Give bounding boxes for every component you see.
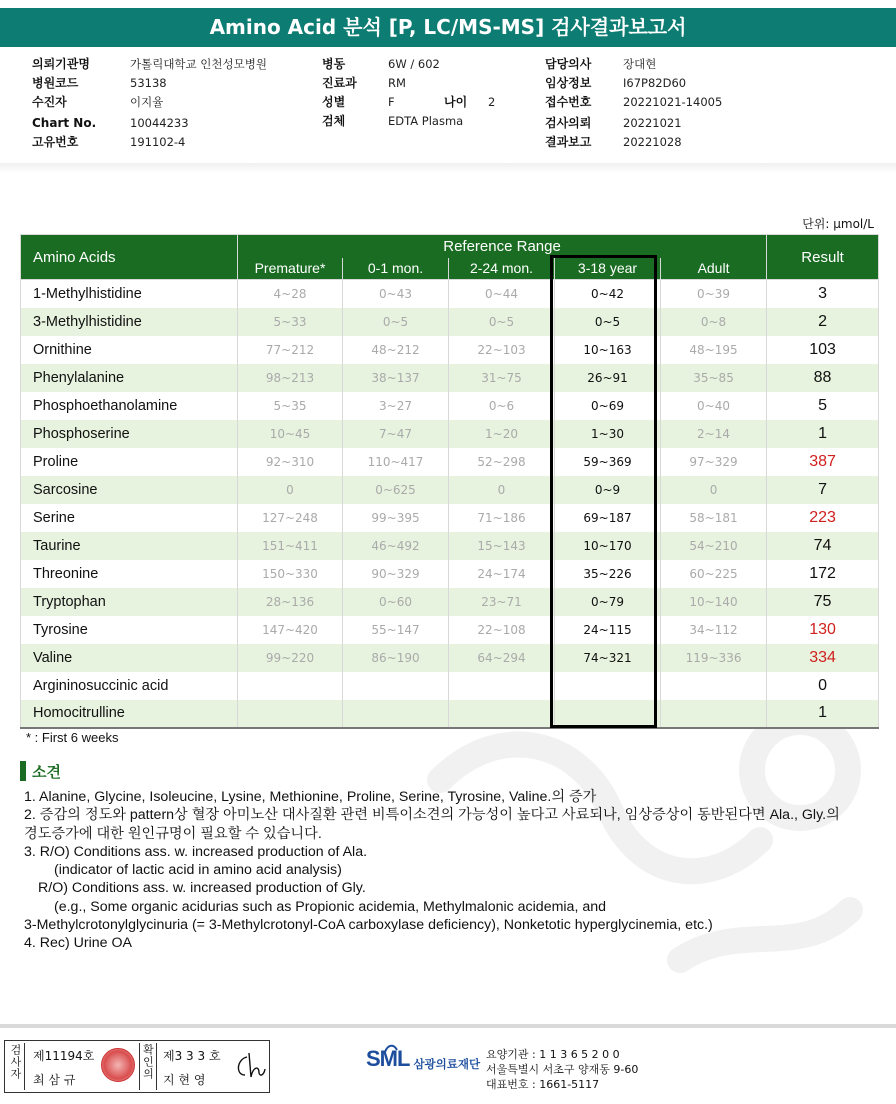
table-row <box>21 644 879 672</box>
reference-range-cell: 7~47 <box>343 420 449 448</box>
reference-range-cell: 99~220 <box>238 644 343 672</box>
reference-range-cell: 0~44 <box>449 280 555 308</box>
comment-title: 소견 <box>32 762 61 781</box>
table-row <box>21 336 879 364</box>
reference-range-cell: 90~329 <box>343 560 449 588</box>
reference-range-cell: 0~8 <box>661 308 767 336</box>
signature-scribble <box>233 1051 267 1081</box>
reference-range-cell: 22~103 <box>449 336 555 364</box>
col-header-premature: Premature* <box>238 258 343 280</box>
reference-range-cell: 3~27 <box>343 392 449 420</box>
col-header-reference-range: Reference Range <box>238 235 767 258</box>
result-cell: 7 <box>767 476 879 504</box>
comment-line: 3-Methylcrotonylglycinuria (= 3-Methylcrotonyl-CoA carboxylase deficiency), Nonketotic hyperglycinemia, etc.) <box>24 917 713 934</box>
reference-range-cell: 0~5 <box>343 308 449 336</box>
reference-range-cell: 15~143 <box>449 532 555 560</box>
amino-acid-name: Phosphoethanolamine <box>21 392 238 420</box>
reference-range-cell: 0 <box>449 476 555 504</box>
reference-range-cell: 26~91 <box>555 364 661 392</box>
amino-acid-name: 3-Methylhistidine <box>21 308 238 336</box>
reference-range-cell: 150~330 <box>238 560 343 588</box>
reference-range-cell <box>555 700 661 728</box>
reference-range-cell: 4~28 <box>238 280 343 308</box>
amino-acid-name: Homocitrulline <box>21 700 238 728</box>
examiner-label: 검사자 <box>7 1043 25 1090</box>
result-cell: 130 <box>767 616 879 644</box>
header-divider <box>0 163 896 173</box>
info-row: 검체 EDTA Plasma <box>322 114 464 128</box>
amino-acid-name: Taurine <box>21 532 238 560</box>
info-row: 결과보고 20221028 <box>545 135 682 149</box>
org-line: 요양기관 : 1 1 3 6 5 2 0 0 <box>486 1048 620 1061</box>
table-row <box>21 308 879 336</box>
table-row <box>21 616 879 644</box>
amino-acid-name: Ornithine <box>21 336 238 364</box>
info-row: 의뢰기관명 가톨릭대학교 인천성모병원 <box>32 57 267 71</box>
result-cell: 387 <box>767 448 879 476</box>
patient-info <box>0 54 896 164</box>
comments-block <box>24 788 884 953</box>
reference-range-cell: 110~417 <box>343 448 449 476</box>
table-row <box>21 476 879 504</box>
reference-range-cell: 10~163 <box>555 336 661 364</box>
comment-line: 2. 증감의 정도와 pattern상 혈장 아미노산 대사질환 관련 비특이소견의 가능성이 높다고 사료되나, 임상증상이 동반된다면 Ala., Gly.의 <box>24 807 840 824</box>
reference-range-cell: 0~69 <box>555 392 661 420</box>
age-value: 2 <box>488 95 496 109</box>
reference-range-cell: 10~45 <box>238 420 343 448</box>
reference-range-cell: 127~248 <box>238 504 343 532</box>
comment-line: 3. R/O) Conditions ass. w. increased production of Ala. <box>24 843 368 860</box>
result-cell: 334 <box>767 644 879 672</box>
footer-divider <box>0 1024 896 1028</box>
organization-info <box>486 1047 638 1092</box>
reference-range-cell: 38~137 <box>343 364 449 392</box>
reference-range-cell <box>343 700 449 728</box>
reference-range-cell: 35~85 <box>661 364 767 392</box>
amino-acid-name: Serine <box>21 504 238 532</box>
footnote: * : First 6 weeks <box>26 730 119 745</box>
reference-range-cell: 86~190 <box>343 644 449 672</box>
reference-range-cell: 1~30 <box>555 420 661 448</box>
examiner-name: 최 삼 규 <box>33 1073 76 1087</box>
org-line: 대표번호 : 1661-5117 <box>486 1078 600 1091</box>
reference-range-cell: 0~625 <box>343 476 449 504</box>
reference-range-cell: 58~181 <box>661 504 767 532</box>
result-cell: 0 <box>767 672 879 700</box>
col-header-3-18-year: 3-18 year <box>555 258 661 280</box>
table-row <box>21 588 879 616</box>
reference-range-cell: 24~115 <box>555 616 661 644</box>
reference-range-cell: 0~42 <box>555 280 661 308</box>
amino-acid-name: Phenylalanine <box>21 364 238 392</box>
reference-range-cell <box>449 672 555 700</box>
confirmer-label: 확인의 <box>139 1043 157 1090</box>
reference-range-cell: 23~71 <box>449 588 555 616</box>
reference-range-cell: 99~395 <box>343 504 449 532</box>
info-row: 진료과 RM <box>322 76 406 90</box>
reference-range-cell: 24~174 <box>449 560 555 588</box>
reference-range-cell: 1~20 <box>449 420 555 448</box>
table-row <box>21 504 879 532</box>
info-row: Chart No. 10044233 <box>32 116 189 130</box>
reference-range-cell <box>238 700 343 728</box>
reference-range-cell: 0~79 <box>555 588 661 616</box>
reference-range-cell <box>661 700 767 728</box>
table-row <box>21 560 879 588</box>
info-column-3 <box>545 54 722 151</box>
result-cell: 88 <box>767 364 879 392</box>
amino-acid-name: Valine <box>21 644 238 672</box>
reference-range-cell: 5~33 <box>238 308 343 336</box>
table-row <box>21 392 879 420</box>
amino-acid-name: 1-Methylhistidine <box>21 280 238 308</box>
reference-range-cell <box>343 672 449 700</box>
report-title: Amino Acid 분석 [P, LC/MS-MS] 검사결과보고서 <box>0 8 896 47</box>
reference-range-cell: 10~140 <box>661 588 767 616</box>
reference-range-cell: 35~226 <box>555 560 661 588</box>
reference-range-cell: 5~35 <box>238 392 343 420</box>
amino-acid-name: Tyrosine <box>21 616 238 644</box>
logo-subtitle: 삼광의료재단 <box>413 1057 481 1071</box>
reference-range-cell: 46~492 <box>343 532 449 560</box>
info-column-1 <box>32 54 267 151</box>
result-cell: 3 <box>767 280 879 308</box>
result-cell: 172 <box>767 560 879 588</box>
table-row <box>21 280 879 308</box>
amino-acid-name: Proline <box>21 448 238 476</box>
reference-range-cell <box>555 672 661 700</box>
reference-range-cell: 92~310 <box>238 448 343 476</box>
info-row: 접수번호 20221021-14005 <box>545 95 723 109</box>
reference-range-cell: 119~336 <box>661 644 767 672</box>
info-row: 검사의뢰 20221021 <box>545 116 682 130</box>
col-header-result: Result <box>767 235 879 280</box>
info-column-2 <box>322 54 495 130</box>
comment-line: R/O) Conditions ass. w. increased production of Gly. <box>38 880 366 897</box>
logo-text: SML <box>366 1046 410 1071</box>
reference-range-cell: 48~195 <box>661 336 767 364</box>
col-header-adult: Adult <box>661 258 767 280</box>
unit-label: 단위: μmol/L <box>802 217 874 231</box>
col-header-0-1-mon: 0-1 mon. <box>343 258 449 280</box>
org-line: 서울특별시 서초구 양재동 9-60 <box>486 1063 639 1076</box>
reference-range-cell: 151~411 <box>238 532 343 560</box>
col-header-amino-acids: Amino Acids <box>21 235 238 280</box>
result-cell: 75 <box>767 588 879 616</box>
reference-range-cell: 59~369 <box>555 448 661 476</box>
table-row <box>21 532 879 560</box>
logo-mark-icon <box>384 1042 398 1056</box>
table-row <box>21 364 879 392</box>
reference-range-cell <box>238 672 343 700</box>
amino-acid-name: Tryptophan <box>21 588 238 616</box>
col-header-2-24-mon: 2-24 mon. <box>449 258 555 280</box>
reference-range-cell: 10~170 <box>555 532 661 560</box>
confirmer-name: 지 현 영 <box>163 1073 206 1087</box>
reference-range-cell: 0~60 <box>343 588 449 616</box>
info-row: 고유번호 191102-4 <box>32 135 186 149</box>
info-row: 임상정보 I67P82D60 <box>545 76 687 90</box>
confirmer-number: 제3 3 3 호 <box>163 1049 221 1063</box>
reference-range-cell <box>661 672 767 700</box>
table-row <box>21 700 879 728</box>
comment-line: (e.g., Some organic acidurias such as Propionic acidemia, Methylmalonic acidemia, and <box>54 898 607 915</box>
reference-range-cell: 0~5 <box>449 308 555 336</box>
examiner-seal <box>101 1048 135 1082</box>
reference-range-cell: 71~186 <box>449 504 555 532</box>
result-cell: 1 <box>767 700 879 728</box>
comment-line: 경도증가에 대한 원인규명이 필요할 수 있습니다. <box>24 825 322 842</box>
result-cell: 103 <box>767 336 879 364</box>
sml-logo <box>366 1046 480 1072</box>
info-row: 성별 F 나이 2 <box>322 92 495 112</box>
reference-range-cell: 0~43 <box>343 280 449 308</box>
result-cell: 1 <box>767 420 879 448</box>
reference-range-cell: 55~147 <box>343 616 449 644</box>
table-body <box>21 280 879 728</box>
reference-range-cell: 0~5 <box>555 308 661 336</box>
reference-range-cell: 147~420 <box>238 616 343 644</box>
result-cell: 74 <box>767 532 879 560</box>
reference-range-cell: 74~321 <box>555 644 661 672</box>
info-row: 수진자 이지율 <box>32 95 164 109</box>
info-row: 병동 6W / 602 <box>322 57 440 71</box>
reference-range-cell: 48~212 <box>343 336 449 364</box>
comment-marker <box>20 761 26 781</box>
comment-line: 4. Rec) Urine OA <box>24 935 133 952</box>
amino-acid-name: Threonine <box>21 560 238 588</box>
amino-acid-name: Sarcosine <box>21 476 238 504</box>
age-label: 나이 <box>444 95 468 109</box>
reference-range-cell: 0~40 <box>661 392 767 420</box>
reference-range-cell: 60~225 <box>661 560 767 588</box>
reference-range-cell: 69~187 <box>555 504 661 532</box>
reference-range-cell <box>449 700 555 728</box>
comment-line: 1. Alanine, Glycine, Isoleucine, Lysine, Methionine, Proline, Serine, Tyrosine, Valine.의 증가 <box>24 789 597 805</box>
table-row <box>21 672 879 700</box>
result-cell: 2 <box>767 308 879 336</box>
reference-range-cell: 52~298 <box>449 448 555 476</box>
reference-range-cell: 34~112 <box>661 616 767 644</box>
comment-header <box>20 760 61 782</box>
reference-range-cell: 0~39 <box>661 280 767 308</box>
signature-box <box>4 1040 270 1093</box>
reference-range-cell: 0 <box>661 476 767 504</box>
table-row <box>21 420 879 448</box>
examiner-number: 제11194호 <box>33 1049 95 1063</box>
amino-acid-name: Phosphoserine <box>21 420 238 448</box>
info-row: 담당의사 장대현 <box>545 57 657 71</box>
comment-line: (indicator of lactic acid in amino acid analysis) <box>54 862 342 879</box>
reference-range-cell: 64~294 <box>449 644 555 672</box>
reference-range-cell: 97~329 <box>661 448 767 476</box>
reference-range-cell: 98~213 <box>238 364 343 392</box>
reference-range-cell: 31~75 <box>449 364 555 392</box>
table-row <box>21 448 879 476</box>
amino-acid-table <box>20 234 878 729</box>
reference-range-cell: 28~136 <box>238 588 343 616</box>
reference-range-cell: 0~6 <box>449 392 555 420</box>
reference-range-cell: 22~108 <box>449 616 555 644</box>
reference-range-cell: 2~14 <box>661 420 767 448</box>
result-cell: 223 <box>767 504 879 532</box>
reference-range-cell: 54~210 <box>661 532 767 560</box>
reference-range-cell: 0~9 <box>555 476 661 504</box>
reference-range-cell: 0 <box>238 476 343 504</box>
reference-range-cell: 77~212 <box>238 336 343 364</box>
amino-acid-name: Argininosuccinic acid <box>21 672 238 700</box>
info-row: 병원코드 53138 <box>32 76 167 90</box>
result-cell: 5 <box>767 392 879 420</box>
